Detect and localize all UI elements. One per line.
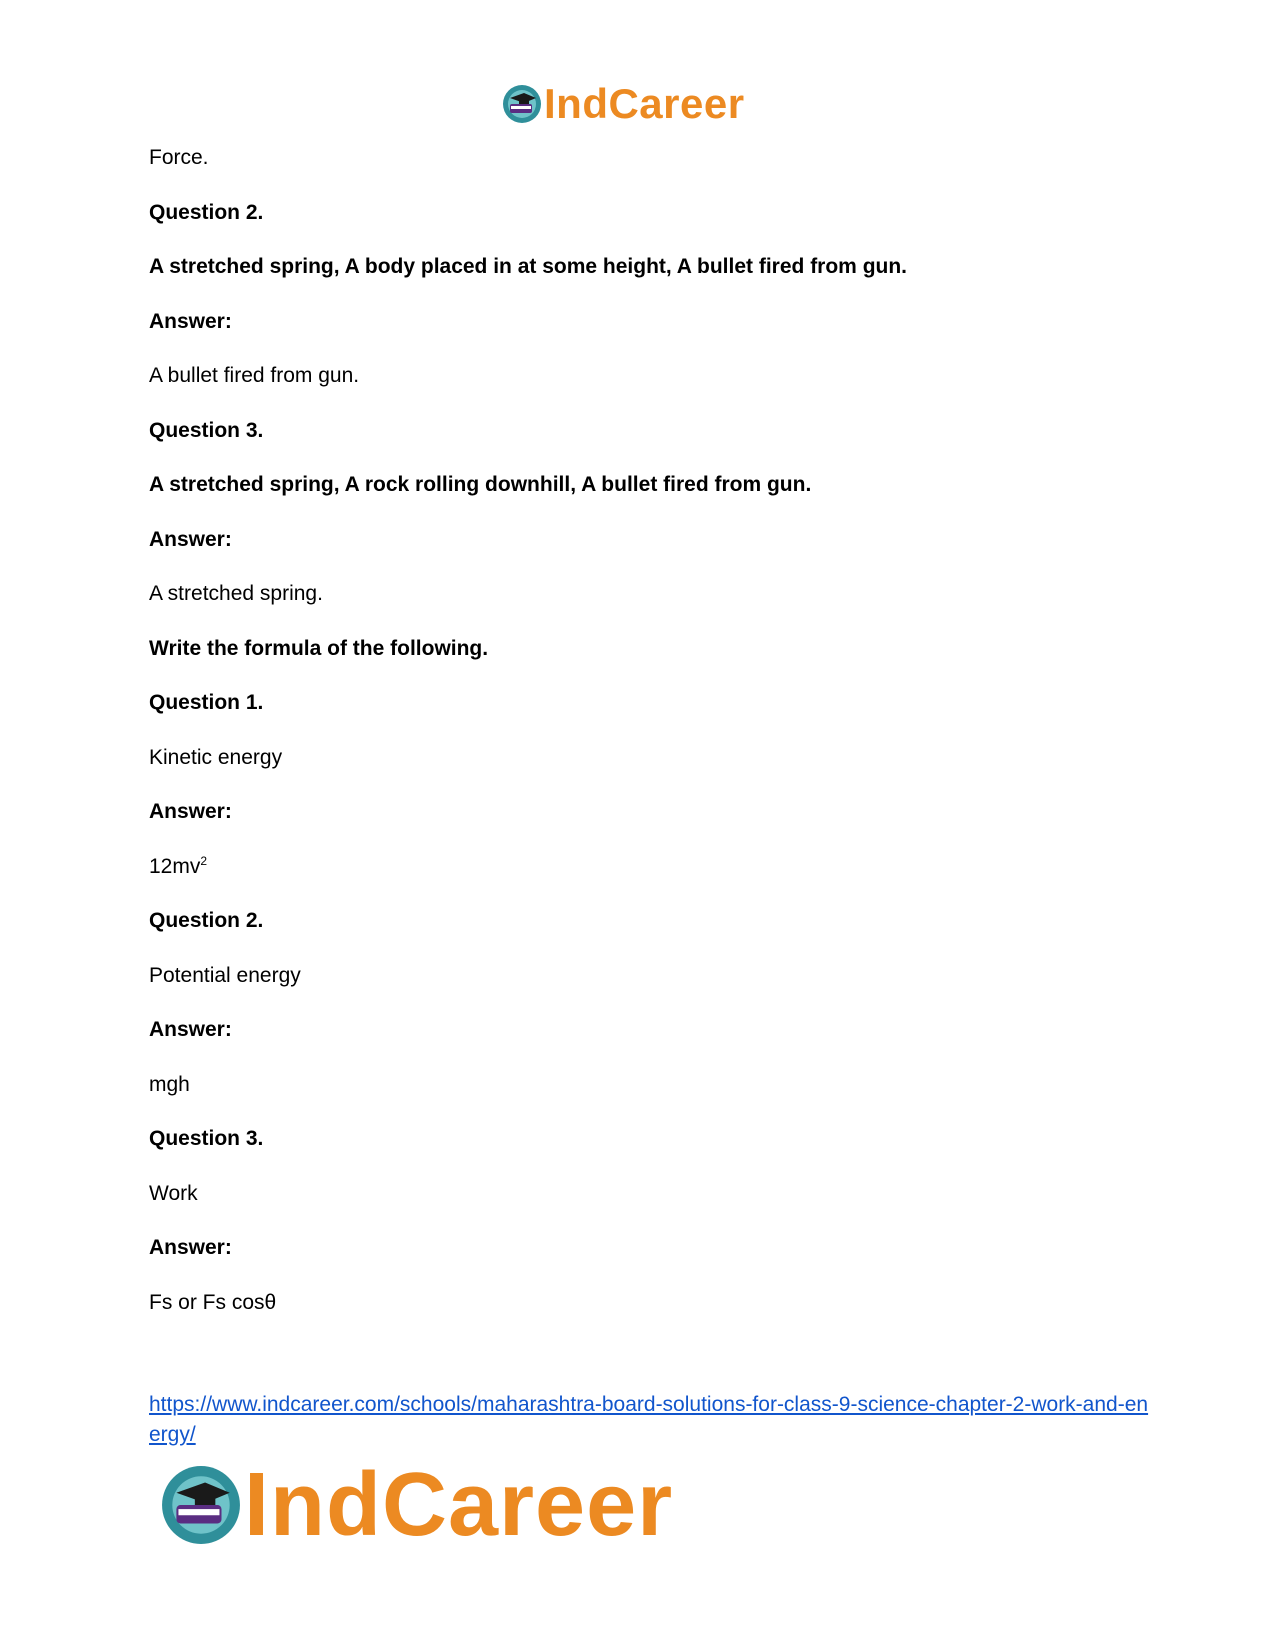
text-line [149,1180,198,1208]
text-line [149,144,209,172]
line-text: Question 2. [149,909,264,932]
text-line [149,580,323,608]
line-text: Fs or Fs cosθ [149,1290,277,1314]
line-text: Kinetic energy [149,745,283,769]
heading-line [149,308,232,336]
heading-line [149,798,232,826]
line-text: Answer: [149,800,232,823]
line-text: Force. [149,146,209,169]
line-text: Answer: [149,527,232,551]
line-text: Potential energy [149,963,301,987]
text-line [149,1071,190,1099]
heading-line [149,471,811,499]
text-line [149,744,282,772]
line-text: Question 2. [149,200,264,224]
line-text: Write the formula of the following. [149,636,489,660]
line-text: Question 1. [149,691,264,714]
source-url-link[interactable]: https://www.indcareer.com/schools/maharashtra-board-solutions-for-class-9-science-chapter-2-work-and-energy/ [149,1393,1149,1446]
heading-line [149,1234,232,1262]
heading-line [149,1125,263,1153]
line-text: A stretched spring, A body placed in at some height, A bullet fired from gun. [149,255,908,278]
brand-wordmark: IndCareer [544,80,745,127]
line-text: A stretched spring, A rock rolling downhill, A bullet fired from gun. [149,473,812,496]
heading-line [149,635,488,663]
heading-line [149,1016,232,1044]
line-text: mgh [149,1072,190,1096]
line-text: Question 3. [149,1127,264,1150]
line-text: Answer: [149,1018,232,1041]
header-logo [502,80,745,128]
text-line [149,962,301,990]
heading-line [149,417,263,445]
heading-line [149,689,263,717]
text-line [149,1289,276,1317]
line-text: Work [149,1181,198,1205]
graduation-cap-book-icon [160,1464,242,1546]
brand-wordmark: IndCareer [244,1455,674,1555]
line-text: A bullet fired from gun. [149,364,360,387]
line-text: Question 3. [149,418,264,442]
heading-line [149,526,232,554]
graduation-cap-book-icon [502,84,542,124]
heading-line [149,253,907,281]
line-text: 12mv [149,854,201,878]
line-text: Answer: [149,309,232,333]
heading-line [149,199,263,227]
footer-logo [160,1455,674,1555]
text-line [149,362,359,390]
line-text: Answer: [149,1236,232,1259]
superscript: 2 [200,853,208,868]
text-line [149,853,207,881]
line-text: A stretched spring. [149,582,323,605]
heading-line [149,907,263,935]
